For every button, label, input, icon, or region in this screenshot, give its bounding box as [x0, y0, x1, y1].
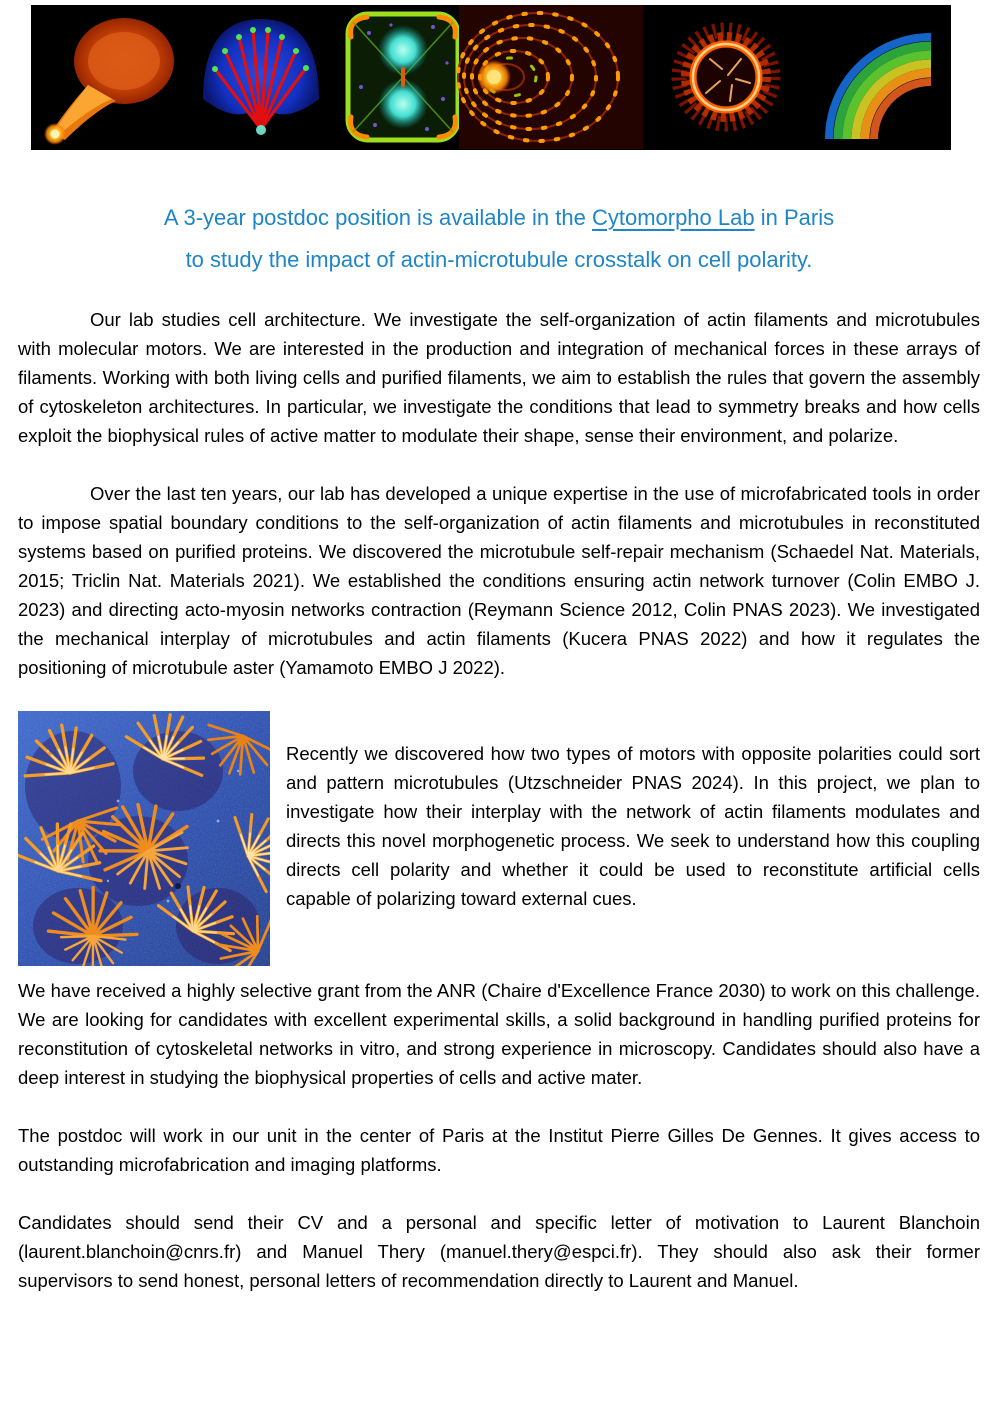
paragraph-lab-overview: Our lab studies cell architecture. We investigate the self-organization of actin filaments and microtubules with molecular motors. We are interested in the production and integration of mechanical forces in these arrays of filaments. Working with both living cells and purified filaments, we aim to establish the rules that govern the assembly of cytoskeleton architectures. In particular, we investigate the conditions that lead to symmetry breaks and how cells exploit the biophysical rules of active matter to modulate their shape, sense their environment, and polarize.: [18, 309, 980, 446]
paragraph-grant: We have received a highly selective grant from the ANR (Chaire d'Excellence France 2030) to work on this challenge. We are looking for candidates with excellent experimental skills, a solid background in handling purified proteins for reconstitution of cytoskeletal networks in vitro, and strong experience in microscopy. Candidates should also have a deep interest in studying the biophysical properties of cells and active mater.: [18, 980, 980, 1088]
title-line-2: to study the impact of actin-microtubule crosstalk on cell polarity.: [185, 247, 813, 272]
green-dividing-cell-image: [348, 14, 458, 140]
page-title: [40, 197, 958, 281]
banner-collage: [31, 5, 951, 150]
microtubule-pattern-image: [18, 711, 270, 966]
title-line-1: [40, 197, 958, 239]
title-text-post: in Paris: [754, 205, 835, 230]
microtubule-pattern-svg: [18, 711, 270, 966]
paragraph-project: Recently we discovered how two types of motors with opposite polarities could sort and pattern microtubules (Utzschneider PNAS 2024). In this project, we plan to investigate how their interplay with the network of actin filaments modulates and directs this novel morphogenetic process. We seek to understand how this coupling directs cell polarity and whether it could be used to reconstitute artificial cells capable of polarizing toward external cues.: [286, 743, 980, 909]
title-text-pre: A 3-year postdoc position is available in the: [163, 205, 592, 230]
paragraph-expertise: Over the last ten years, our lab has developed a unique expertise in the use of microfabricated tools in order to impose spatial boundary conditions to the self-organization of actin filaments and microtubules in reconstituted systems based on purified proteins. We discovered the microtubule self-repair mechanism (Schaedel Nat. Materials, 2015; Triclin Nat. Materials 2021). We established the conditions ensuring actin network turnover (Colin EMBO J. 2023) and directing acto-myosin networks contraction (Reymann Science 2012, Colin PNAS 2023). We investigated the mechanical interplay of microtubules and actin filaments (Kucera PNAS 2022) and how it regulates the positioning of microtubule aster (Yamamoto EMBO J 2022).: [18, 483, 980, 678]
concentric-dotted-rings-image: [458, 5, 643, 149]
media-block: [18, 711, 980, 976]
cytomorpho-lab-link[interactable]: Cytomorpho Lab: [591, 205, 755, 230]
document-body: [18, 305, 980, 1295]
paragraph-application: Candidates should send their CV and a personal and specific letter of motivation to Laurent Blanchoin (laurent.blanchoin@cnrs.fr) and Manuel Thery (manuel.thery@espci.fr). They should also ask their former supervisors to send honest, personal letters of recommendation directly to Laurent and Manuel.: [18, 1212, 980, 1291]
banner-collage-svg: [31, 5, 951, 150]
document-page: [0, 5, 998, 1405]
paragraph-location: The postdoc will work in our unit in the center of Paris at the Institut Pierre Gilles De Gennes. It gives access to outstanding microfabrication and imaging platforms.: [18, 1125, 980, 1175]
